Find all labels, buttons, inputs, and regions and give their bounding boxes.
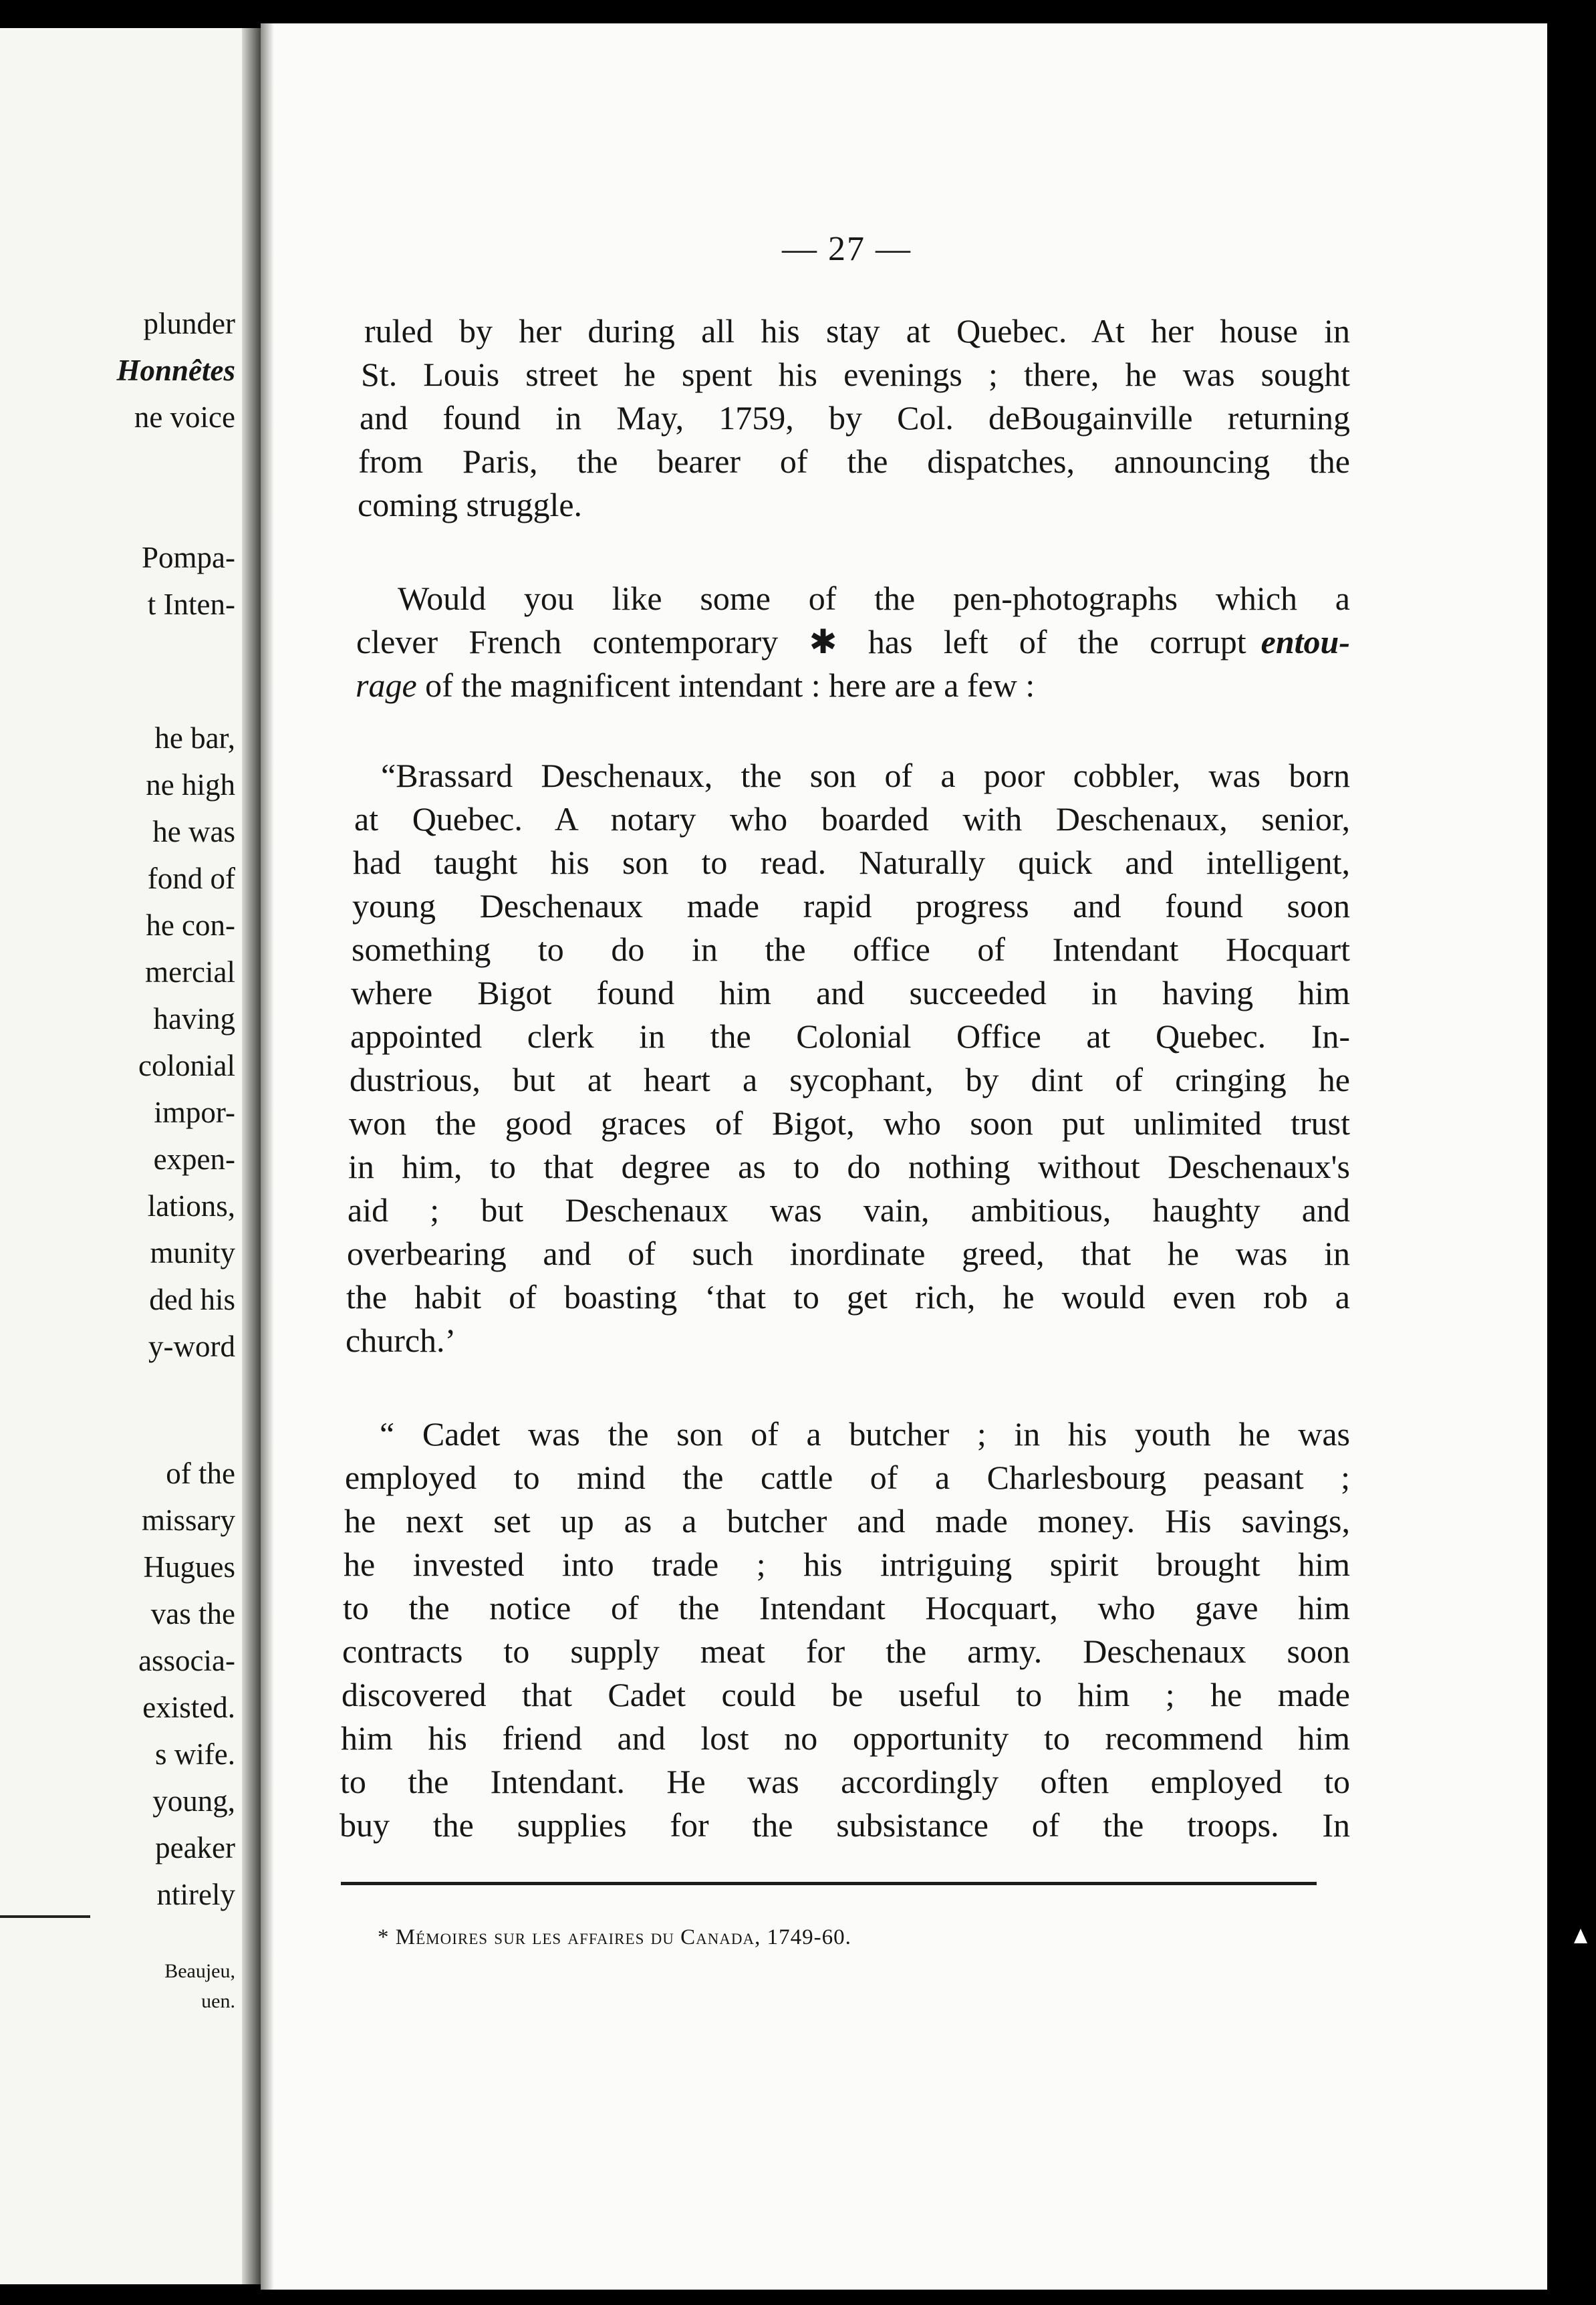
text-line: Would you like some of the pen-photographs which a [398, 580, 1350, 617]
text-line-with-italic [356, 625, 1350, 658]
left-text-line: Hugues [143, 1550, 235, 1584]
left-text-line: he was [152, 815, 235, 848]
footnote-rule [341, 1882, 1317, 1885]
footnote-title: Mémoires sur les affaires du Canada, [395, 1925, 761, 1949]
left-footnote-line: uen. [201, 1990, 235, 2012]
text-line: buy the supplies for the subsistance of the troops. In [340, 1806, 1350, 1844]
left-text-line: ntirely [156, 1878, 235, 1911]
italic-word: rage [356, 666, 417, 704]
left-text-line: lations, [147, 1189, 235, 1223]
left-footnote-line: Beaujeu, [164, 1960, 235, 1982]
left-text-line: plunder [143, 307, 235, 340]
text-line: to the notice of the Intendant Hocquart, who gave him [343, 1589, 1350, 1626]
text-line: had taught his son to read. Naturally quick and intelligent, [353, 844, 1350, 881]
text-line: “ Cadet was the son of a butcher ; in his youth he was [380, 1415, 1350, 1453]
text-line: contracts to supply meat for the army. Deschenaux soon [342, 1632, 1350, 1670]
text-line: coming struggle. [358, 486, 583, 523]
text-line: ruled by her during all his stay at Quebec. At her house in [364, 312, 1350, 350]
left-text-line: peaker [155, 1831, 235, 1864]
left-text-line: fond of [147, 862, 235, 895]
left-text-line: having [153, 1002, 235, 1036]
text-line: young Deschenaux made rapid progress and found soon [352, 887, 1350, 925]
left-text-line: he con- [146, 908, 235, 942]
text-line: the habit of boasting ‘that to get rich, he would even rob a [346, 1278, 1350, 1316]
left-text-line: existed. [142, 1691, 235, 1724]
page-shadow [261, 23, 274, 2290]
text-segment: clever French contemporary ✱ has left of the corrupt [356, 623, 1246, 660]
text-line: dustrious, but at heart a sycophant, by dint of cringing he [350, 1061, 1350, 1098]
text-line: he next set up as a butcher and made money. His savings, [344, 1502, 1350, 1540]
page-gutter [242, 28, 262, 2284]
text-line: “Brassard Deschenaux, the son of a poor cobbler, was born [381, 757, 1350, 794]
text-line: at Quebec. A notary who boarded with Deschenaux, senior, [354, 800, 1350, 838]
text-line-with-italic [356, 666, 1035, 704]
text-line: won the good graces of Bigot, who soon put unlimited trust [349, 1104, 1350, 1142]
page-edge-mark [1574, 1929, 1587, 1943]
text-line: from Paris, the bearer of the dispatches, announcing the [358, 443, 1350, 480]
left-text-line: ded his [149, 1283, 235, 1316]
left-text-line: impor- [154, 1096, 235, 1129]
text-line: St. Louis street he spent his evenings ; there, he was sought [361, 356, 1350, 393]
footnote [378, 1925, 851, 1950]
text-line: overbearing and of such inordinate greed, that he was in [347, 1235, 1350, 1272]
left-text-line: t Inten- [147, 588, 235, 621]
text-segment: of the magnificent intendant : here are a few : [425, 666, 1035, 704]
text-line: employed to mind the cattle of a Charlesbourg peasant ; [345, 1459, 1350, 1496]
text-line: and found in May, 1759, by Col. deBougainville returning [360, 399, 1350, 437]
left-text-line: young, [152, 1784, 235, 1818]
text-line: where Bigot found him and succeeded in having him [351, 974, 1350, 1011]
left-text-line: mercial [145, 955, 235, 989]
left-page [0, 28, 247, 2284]
left-text-line: s wife. [155, 1737, 235, 1771]
text-line: him his friend and lost no opportunity to recommend him [341, 1719, 1350, 1757]
left-text-line: expen- [153, 1142, 235, 1176]
text-line: church.’ [346, 1322, 456, 1359]
italic-word: entou- [1260, 623, 1350, 660]
left-footnote-rule [0, 1915, 90, 1918]
left-text-line: Pompa- [142, 541, 235, 574]
left-text-line: munity [150, 1236, 235, 1269]
left-text-line: y-word [148, 1330, 235, 1363]
left-text-line: associa- [138, 1644, 235, 1677]
left-text-line: missary [142, 1503, 235, 1537]
right-page [261, 23, 1547, 2290]
left-text-line: he bar, [154, 721, 235, 755]
footnote-years: 1749-60. [767, 1925, 851, 1949]
footnote-marker: * [378, 1925, 390, 1949]
left-text-line: ne voice [134, 400, 235, 434]
text-line: he invested into trade ; his intriguing spirit brought him [344, 1546, 1350, 1583]
page-number: — 27 — [782, 230, 912, 268]
text-line: in him, to that degree as to do nothing without Deschenaux's [348, 1148, 1350, 1185]
text-line: appointed clerk in the Colonial Office at Quebec. In- [350, 1017, 1350, 1055]
text-line: aid ; but Deschenaux was vain, ambitious, haughty and [348, 1191, 1350, 1229]
left-text-line: Honnêtes [116, 354, 235, 387]
text-line: something to do in the office of Intendant Hocquart [352, 931, 1350, 968]
text-line: to the Intendant. He was accordingly often employed to [340, 1763, 1350, 1800]
left-text-line: vas the [150, 1597, 235, 1630]
left-text-line: ne high [146, 768, 235, 802]
left-text-line: colonial [138, 1049, 235, 1082]
left-text-line: of the [166, 1457, 235, 1490]
text-line: discovered that Cadet could be useful to him ; he made [342, 1676, 1350, 1713]
